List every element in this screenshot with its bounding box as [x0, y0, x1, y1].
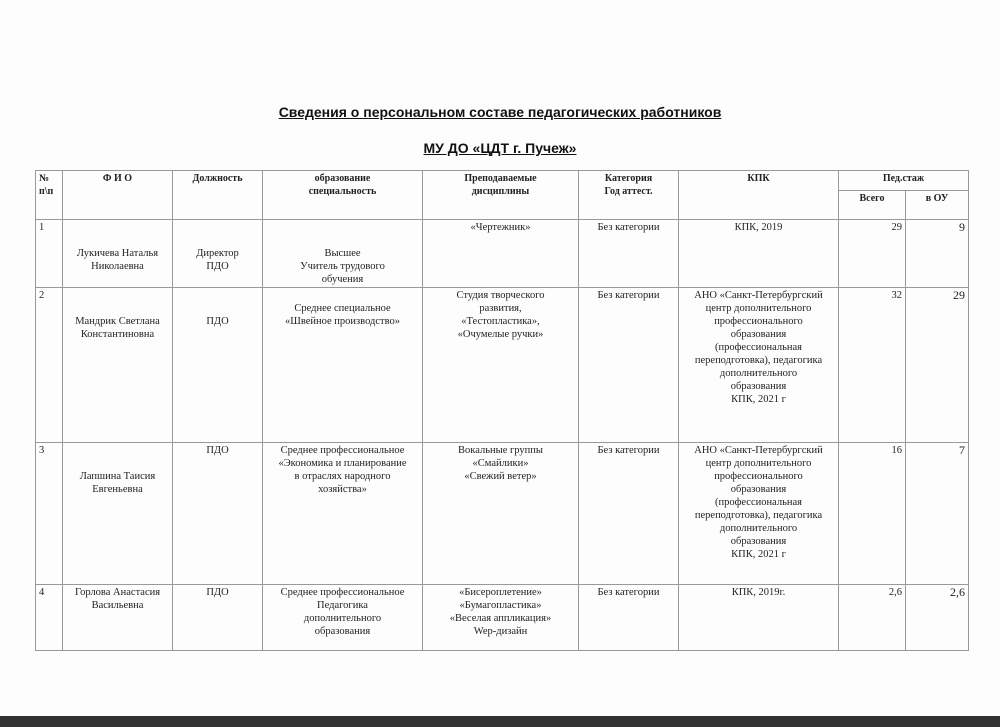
staff-table [35, 170, 969, 651]
header-exp-total: Всего [839, 191, 906, 220]
cell-kpk: КПК, 2019 [679, 220, 839, 288]
cell-num: 1 [36, 220, 63, 288]
header-disciplines: Преподаваемые дисциплины [423, 171, 579, 220]
cell-fio: Лукичева Наталья Николаевна [63, 220, 173, 288]
table-row [36, 220, 969, 288]
cell-position: ПДО [173, 585, 263, 651]
cell-ou: 7 [906, 443, 969, 585]
cell-fio: Горлова Анастасия Васильевна [63, 585, 173, 651]
cell-position: ПДО [173, 288, 263, 443]
cell-kpk: КПК, 2019г. [679, 585, 839, 651]
header-num: № п\п [36, 171, 63, 220]
cell-total: 29 [839, 220, 906, 288]
header-fio: Ф И О [63, 171, 173, 220]
cell-category: Без категории [579, 220, 679, 288]
cell-disciplines: Студия творческого развития, «Тестопластика», «Очумелые ручки» [423, 288, 579, 443]
header-kpk: КПК [679, 171, 839, 220]
cell-disciplines: «Бисероплетение» «Бумагопластика» «Веселая аппликация» Wep-дизайн [423, 585, 579, 651]
cell-education: Среднее профессиональное «Экономика и планирование в отраслях народного хозяйства» [263, 443, 423, 585]
cell-ou: 29 [906, 288, 969, 443]
document-subtitle: МУ ДО «ЦДТ г. Пучеж» [423, 140, 577, 156]
cell-total: 32 [839, 288, 906, 443]
document-title: Сведения о персональном составе педагогических работников [278, 104, 722, 120]
cell-category: Без категории [579, 585, 679, 651]
table-row [36, 443, 969, 585]
table-row [36, 585, 969, 651]
header-experience: Пед.стаж [839, 171, 969, 191]
header-exp-ou: в ОУ [906, 191, 969, 220]
cell-fio: Мандрик Светлана Константиновна [63, 288, 173, 443]
cell-total: 2,6 [839, 585, 906, 651]
cell-disciplines: Вокальные группы «Смайлики» «Свежий ветер» [423, 443, 579, 585]
cell-total: 16 [839, 443, 906, 585]
cell-category: Без категории [579, 288, 679, 443]
cell-education: Среднее специальное «Швейное производство» [263, 288, 423, 443]
header-position: Должность [173, 171, 263, 220]
cell-num: 4 [36, 585, 63, 651]
cell-ou: 2,6 [906, 585, 969, 651]
cell-kpk: АНО «Санкт-Петербургский центр дополнительного профессионального образования (профессиональная переподготовка), педагогика дополнительного образования КПК, 2021 г [679, 288, 839, 443]
scan-edge [0, 716, 1000, 727]
cell-position: ПДО [173, 443, 263, 585]
header-category: Категория Год аттест. [579, 171, 679, 220]
cell-position: Директор ПДО [173, 220, 263, 288]
cell-kpk: АНО «Санкт-Петербургский центр дополнительного профессионального образования (профессиональная переподготовка), педагогика дополнительного образования КПК, 2021 г [679, 443, 839, 585]
cell-num: 3 [36, 443, 63, 585]
header-education: образование специальность [263, 171, 423, 220]
cell-fio: Лапшина Таисия Евгеньевна [63, 443, 173, 585]
cell-disciplines: «Чертежник» [423, 220, 579, 288]
cell-ou: 9 [906, 220, 969, 288]
cell-num: 2 [36, 288, 63, 443]
cell-category: Без категории [579, 443, 679, 585]
header-row [36, 171, 969, 191]
table-row [36, 288, 969, 443]
cell-education: Высшее Учитель трудового обучения [263, 220, 423, 288]
cell-education: Среднее профессиональное Педагогика дополнительного образования [263, 585, 423, 651]
